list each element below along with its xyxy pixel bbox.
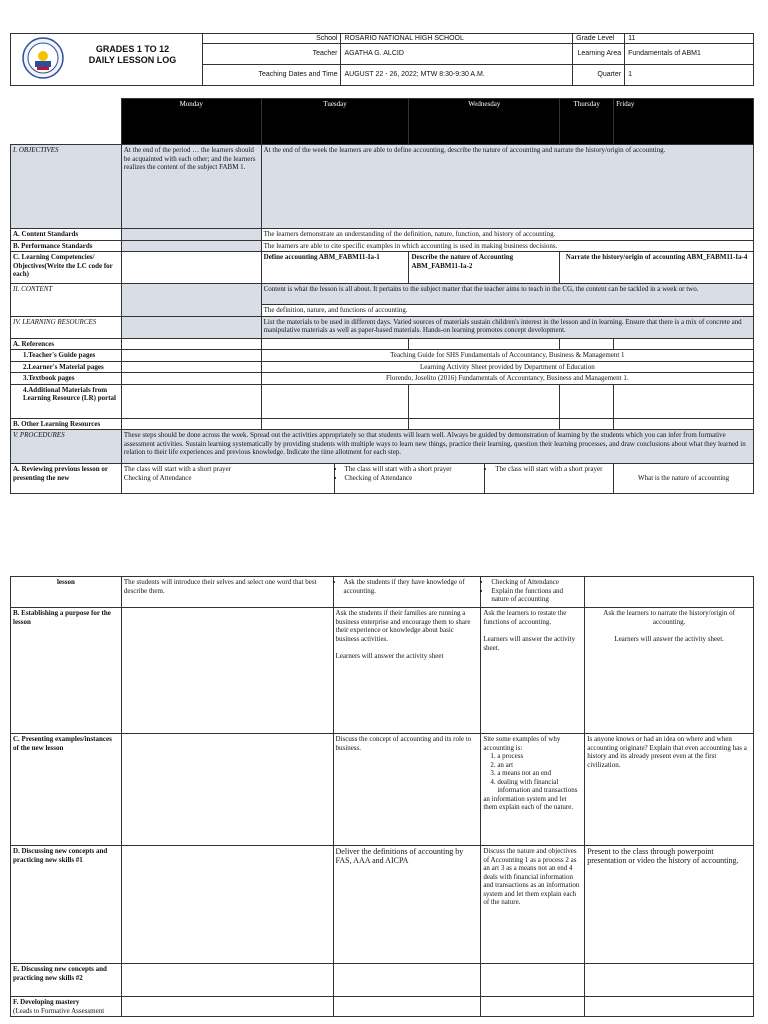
purpose-thursday-text: Learners will answer the activity sheet. [614, 635, 724, 643]
resources-note: List the materials to be used in different days. Varied sources of materials sustain children's interest in the lesson and in learning. Ensure that there is a mix of concrete and manipulative materials as well as paper-based materials. Hands-on learning promotes concept development. [261, 316, 753, 338]
purpose-label: B. Establishing a purpose for the lesson [11, 608, 122, 734]
header-table [10, 33, 754, 86]
examples-wednesday-outro: an information system and let them explain each of the nature. [483, 794, 574, 811]
lesson-wednesday [481, 577, 585, 608]
resources-label: IV. LEARNING RESOURCES [11, 316, 122, 338]
examples-wednesday-intro: Site some examples of why accounting is: [483, 735, 561, 752]
purpose-tuesday [333, 608, 481, 734]
mastery-label [11, 997, 122, 1017]
review-wednesday [485, 464, 614, 494]
discuss1-thursday: Present to the class through powerpoint presentation or video the history of accounting. [585, 846, 754, 964]
examples-wednesday-item: 3. a means not an end [497, 769, 582, 778]
school-value: ROSARIO NATIONAL HIGH SCHOOL [341, 34, 573, 44]
examples-wednesday-item: 1. a process [497, 752, 582, 761]
content-value: The definition, nature, and functions of accounting. [261, 305, 753, 317]
lm-label: 2.Learner's Material pages [11, 361, 122, 373]
discuss1-tuesday: Deliver the definitions of accounting by FAS, AAA and AICPA [333, 846, 481, 964]
examples-thursday: Is anyone knows or had an idea on where and when accounting originate? Explain that even accounting has a history and its already present even at the first civilization. [585, 734, 754, 846]
day-tuesday: Tuesday [261, 99, 409, 145]
lesson-tuesday [333, 577, 481, 608]
title-cell [11, 34, 203, 86]
review-tuesday-item: • Checking of Attendance [345, 474, 483, 483]
examples-tuesday: Discuss the concept of accounting and its role to business. [333, 734, 481, 846]
competency-wednesday: Describe the nature of Accounting ABM_FABM11-Ia-2 [409, 252, 560, 284]
tg-label: 1.Teacher's Guide pages [11, 350, 122, 362]
mastery-label-sub: (Leads to Formative Assessment [13, 1006, 105, 1015]
other-resources-label: B. Other Learning Resources [11, 418, 122, 430]
objectives-label: I. OBJECTIVES [11, 145, 122, 229]
lesson-wednesday-item: • Checking of Attendance [491, 578, 582, 587]
dates-value: AUGUST 22 - 26, 2022; MTW 8:30-9:30 A.M. [341, 65, 573, 86]
school-label: School [202, 34, 341, 44]
review-label: A. Reviewing previous lesson or presenting the new [11, 464, 122, 494]
lesson-label: lesson [11, 577, 122, 608]
purpose-tuesday-text: Learners will answer the activity sheet [335, 652, 444, 660]
competency-tuesday: Define accounting ABM_FABM11-Ia-1 [261, 252, 409, 284]
competency-thursday: Narrate the history/origin of accounting ABM_FABM11-Ia-4 [560, 252, 754, 284]
performance-standards-value: The learners are able to cite specific examples in which accounting is used in making business decisions. [261, 240, 753, 252]
tb-label: 3.Textbook pages [11, 373, 122, 385]
lesson-monday: The students will introduce their selves and select one word that best describe them. [121, 577, 333, 608]
performance-standards-label: B. Performance Standards [11, 240, 122, 252]
grade-label: Grade Level [573, 34, 625, 44]
title-line-1: GRADES 1 TO 12 [95, 44, 170, 54]
review-wednesday-item: • The class will start with a short prayer [495, 465, 611, 474]
references-label: A. References [11, 338, 122, 350]
review-tuesday-item: • The class will start with a short prayer [345, 465, 483, 474]
competencies-label: C. Learning Competencies/ Objectives(Write the LC code for each) [11, 252, 122, 284]
review-thursday: What is the nature of accounting [614, 464, 754, 494]
grade-value: 11 [625, 34, 754, 44]
lesson-wednesday-item: • Explain the functions and nature of accounting [491, 587, 582, 604]
purpose-wednesday [481, 608, 585, 734]
content-standards-label: A. Content Standards [11, 229, 122, 241]
lesson-tuesday-item: • Ask the students if they have knowledge of accounting. [344, 578, 479, 595]
objectives-monday: At the end of the period … the learners should be acquainted with each other; and the learners realizes the content of the subject FABM 1. [121, 145, 261, 229]
review-tuesday [334, 464, 485, 494]
review-monday-item: Checking of Attendance [123, 473, 192, 482]
purpose-thursday-text: Ask the learners to narrate the history/origin of accounting. [603, 609, 735, 626]
purpose-wednesday-text: Ask the learners to restate the functions of accounting. [483, 609, 567, 626]
examples-label: C. Presenting examples/instances of the new lesson [11, 734, 122, 846]
discuss2-label: E. Discussing new concepts and practicing new skills #2 [11, 964, 122, 997]
review-monday [121, 464, 334, 494]
examples-wednesday [481, 734, 585, 846]
lesson-log-table-page2 [10, 576, 754, 1017]
objectives-week: At the end of the week the learners are able to define accounting, describe the nature of accounting and narrate the history/origin of accounting. [261, 145, 753, 229]
content-standards-value: The learners demonstrate an understanding of the definition, nature, function, and history of accounting. [261, 229, 753, 241]
tb-value: Florendo, Joselito (2016) Fundamentals of Accountancy, Business and Management 1. [261, 373, 753, 385]
title-line-2: DAILY LESSON LOG [88, 55, 177, 65]
day-thursday: Thursday [560, 99, 614, 145]
review-monday-item: The class will start with a short prayer [123, 465, 231, 473]
examples-wednesday-item: 2. an art [497, 761, 582, 770]
procedures-note: These steps should be done across the week. Spread out the activities appropriately so that students will learn well. Always be guided by demonstration of learning by the students which you can infer from formative assessment activities. Sustain learning systematically by providing students with multiple ways to learn new things, practice their learning, question their learning processes, and draw conclusions about what they learned in relation to their life experiences and previous knowledge. Indicate the time allotment for each step. [121, 430, 753, 464]
lr-label: 4.Additional Materials from Learning Resource (LR) portal [11, 384, 122, 418]
day-wednesday: Wednesday [409, 99, 560, 145]
dates-label: Teaching Dates and Time [202, 65, 341, 86]
discuss1-wednesday: Discuss the nature and objectives of Accounting 1 as a process 2 as an art 3 as a means not an end 4 deals with financial information and transactions as an information system and let them explain each of the nature. [481, 846, 585, 964]
examples-wednesday-item: 4. dealing with financial information and transactions [497, 778, 582, 795]
mastery-label-title: F. Developing mastery [13, 998, 80, 1006]
area-value: Fundamentals of ABM1 [625, 44, 754, 65]
quarter-value: 1 [625, 65, 754, 86]
purpose-tuesday-text: Ask the students if their families are running a business enterprise and encourage them to share their experience or knowledge about basic business activities. [335, 609, 471, 643]
day-monday: Monday [121, 99, 261, 145]
purpose-wednesday-text: Learners will answer the activity sheet. [483, 635, 576, 652]
teacher-value: AGATHA G. ALCID [341, 44, 573, 65]
area-label: Learning Area [573, 44, 625, 65]
lesson-log-table-page1 [10, 98, 754, 494]
discuss1-label: D. Discussing new concepts and practicing new skills #1 [11, 846, 122, 964]
procedures-label: V. PROCEDURES [11, 430, 122, 464]
content-label: II. CONTENT [11, 284, 122, 317]
teacher-label: Teacher [202, 44, 341, 65]
quarter-label: Quarter [573, 65, 625, 86]
tg-value: Teaching Guide for SHS Fundamentals of Accountancy, Business & Management 1 [261, 350, 753, 362]
lm-value: Learning Activity Sheet provided by Department of Education [261, 361, 753, 373]
content-note: Content is what the lesson is all about. It pertains to the subject matter that the teacher aims to teach in the CG, the content can be tackled in a week or two. [261, 284, 753, 305]
day-friday: Friday [614, 99, 754, 145]
purpose-thursday [585, 608, 754, 734]
